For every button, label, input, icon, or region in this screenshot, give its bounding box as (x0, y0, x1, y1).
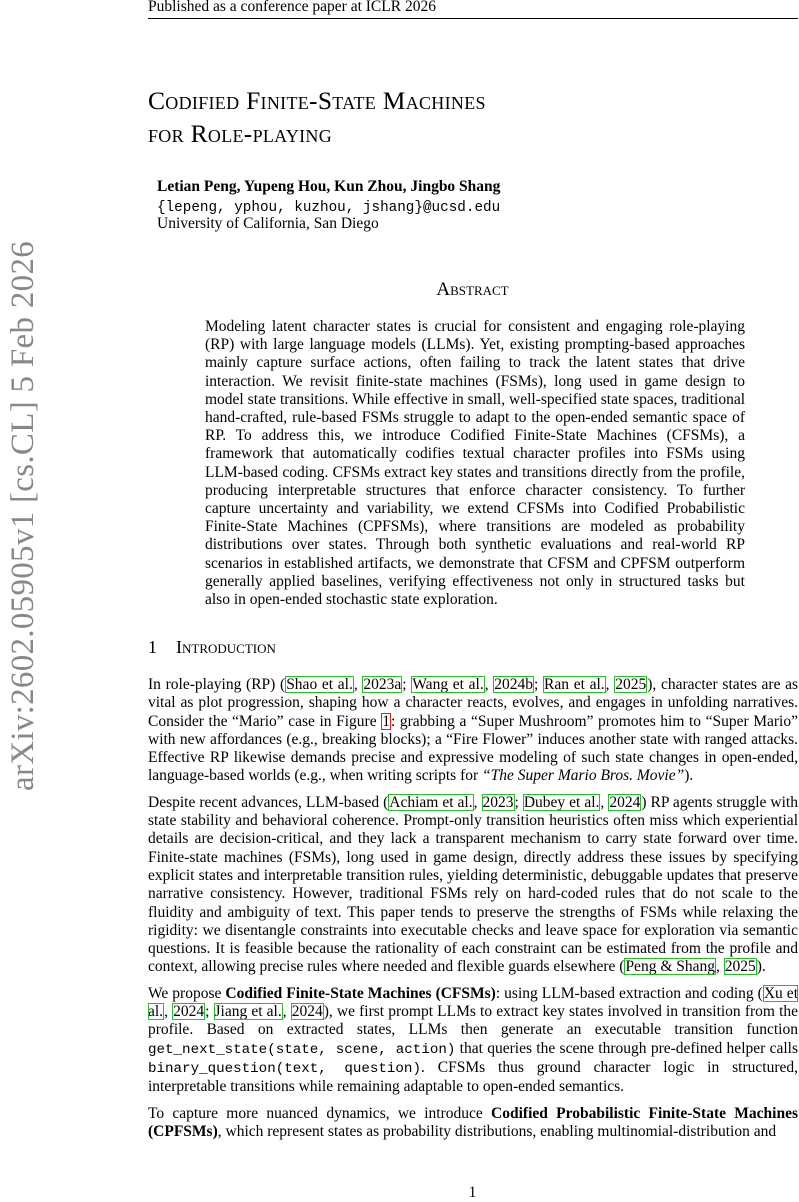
text: Despite recent advances, LLM-based ( (148, 793, 389, 811)
text: In role-playing (RP) ( (148, 676, 286, 693)
figure-link[interactable]: 1 (382, 712, 390, 730)
text: , (605, 676, 615, 693)
text: , (164, 1003, 173, 1021)
text: To capture more nuanced dynamics, we introduce (148, 1104, 492, 1122)
page-number: 1 (468, 1184, 477, 1201)
paragraph-2 (148, 794, 798, 977)
citation-link[interactable]: Shao et al. (286, 676, 353, 693)
email-text: {lepeng, yphou, kuzhou, jshang}@ucsd.edu (157, 200, 501, 216)
text: , (600, 793, 609, 811)
section-heading-introduction (148, 636, 276, 658)
text: , which represent states as probability distributions, enabling multinomial-distribution and (217, 1122, 777, 1140)
text: : grabbing a “Super Mushroom” promotes him to “Super Mario” with new affordances (e.g., breaking blocks); a “Fire Flower” induces another state with ranged attacks. Effective RP likewise demands precise and expressive modeling of such state changes in open-ended, language-based worlds (e.g., when writing scripts for (148, 712, 798, 785)
text: , (282, 1003, 291, 1021)
citation-link[interactable]: Xu et al. (148, 984, 798, 1021)
text: ), character states are as vital as plot progression, shaping how a character reacts, evolves, and engages in unfolding narratives. Consider the “Mario” case in Figure (148, 676, 799, 730)
code-binary-question: binary_question(text, question) (148, 1060, 421, 1077)
text: ) RP agents struggle with state stability and behavioral coherence. Prompt-only transition heuristics often miss which experiential details are decision-critical, and they lack a transparent mechanism to carry state forward over time. Finite-state machines (FSMs), long used in game design, directly address these issues by specifying explicit states and interpretable transition rules, yielding deterministic, debuggable updates that preserve narrative consistency. However, traditional FSMs rely on hard-coded rules that do not scale to the fluidity and ambiguity of text. This paper tends to preserve the strengths of FSMs while relaxing the rigidity: we disentangle constraints into executable checks and leave space for exploration via semantic questions. It is feasible because the rationality of each constraint can be estimated from the profile and context, allowing precise rules where needed and flexible guards elsewhere ( (148, 793, 798, 976)
text: We propose (148, 984, 226, 1002)
text: ; (514, 793, 523, 811)
text: that queries the scene through pre-defined helper calls (455, 1039, 799, 1057)
text: , (353, 676, 363, 693)
abstract-heading (0, 278, 799, 302)
abstract-heading-text: Abstract (436, 279, 509, 300)
abstract-body: Modeling latent character states is crucial for consistent and engaging role-playing (RP) with large language models (LLMs). Yet, existing prompting-based approaches mainly capture surface actions, often failing to track the latent states that drive interaction. We revisit finite-state machines (FSMs), long used in game design to model state transitions. While effective in small, well-specified state spaces, traditional hand-crafted, rule-based FSMs struggle to adapt to the open-ended semantic space of RP. To address this, we introduce Codified Finite-State Machines (CFSMs), a framework that automatically codifies textual character profiles into FSMs using LLM-based coding. CFSMs extract key states and transitions directly from the profile, producing interpretable structures that enforce character consistency. To further capture uncertainty and variability, we extend CFSMs into Codified Probabilistic Finite-State Machines (CPFSMs), where transitions are modeled as probability distributions over states. Through both synthetic evaluations and real-world RP scenarios in established artifacts, we demonstrate that CFSM and CPFSM outperform generally applied baselines, verifying effectiveness not only in structured tasks but also in open-ended stochastic state exploration. (205, 318, 745, 609)
section-number: 1 (148, 637, 157, 657)
paragraph-1 (148, 676, 798, 786)
movie-title: “The Super Mario Bros. Movie” (482, 767, 685, 785)
citation-link[interactable]: Dubey et al. (523, 793, 600, 811)
citation-link[interactable]: 2025 (615, 676, 647, 693)
text: , (484, 676, 494, 693)
title-line-2: for Role-playing (148, 119, 333, 148)
citation-link[interactable]: Achiam et al. (389, 793, 473, 811)
citation-link[interactable]: 2024 (609, 793, 641, 811)
text: : using LLM-based extraction and coding ( (495, 984, 763, 1002)
citation-link[interactable]: 2025 (724, 958, 756, 976)
text: ; (205, 1003, 214, 1021)
citation-link[interactable]: Wang et al. (412, 676, 484, 693)
cfsm-term: Codified Finite-State Machines (CFSMs) (225, 984, 496, 1002)
text: ; (402, 676, 412, 693)
affiliation: University of California, San Diego (157, 215, 379, 232)
paragraph-4 (148, 1105, 798, 1142)
arxiv-stamp: arXiv:2602.05905v1 [cs.CL] 5 Feb 2026 (5, 240, 41, 791)
paragraph-3 (148, 985, 798, 1097)
text: ; (534, 676, 544, 693)
code-get-next-state: get_next_state(state, scene, action) (148, 1041, 456, 1058)
citation-link[interactable]: 2023 (482, 793, 514, 811)
citation-link[interactable]: 2023a (363, 676, 402, 693)
citation-link[interactable]: 2024 (291, 1003, 323, 1021)
text: , (473, 793, 482, 811)
authors: Letian Peng, Yupeng Hou, Kun Zhou, Jingbo Shang (157, 178, 501, 195)
citation-link[interactable]: Peng & Shang (625, 958, 715, 976)
paper-title (148, 84, 748, 150)
citation-link[interactable]: Ran et al. (544, 676, 605, 693)
text: ), we first prompt LLMs to extract key states involved in transition from the profile. Based on extracted states, LLMs then generate an executable transition function (148, 1003, 799, 1039)
introduction-body (148, 676, 798, 1149)
section-title: Introduction (176, 637, 276, 657)
citation-link[interactable]: Jiang et al. (214, 1003, 282, 1021)
text: ). (684, 767, 694, 785)
citation-link[interactable]: 2024b (494, 676, 534, 693)
title-line-1: Codified Finite-State Machines (148, 86, 486, 115)
text: . CFSMs thus ground character logic in structured, interpretable transitions while remaining adaptable to open-ended semantics. (148, 1058, 798, 1096)
page-header: Published as a conference paper at ICLR 2026 (148, 0, 798, 19)
text: , (716, 958, 724, 976)
citation-link[interactable]: 2024 (173, 1003, 205, 1021)
cpfsm-term: Codified Probabilistic Finite-State Machines (CPFSMs) (148, 1104, 798, 1140)
text: ). (756, 958, 766, 976)
